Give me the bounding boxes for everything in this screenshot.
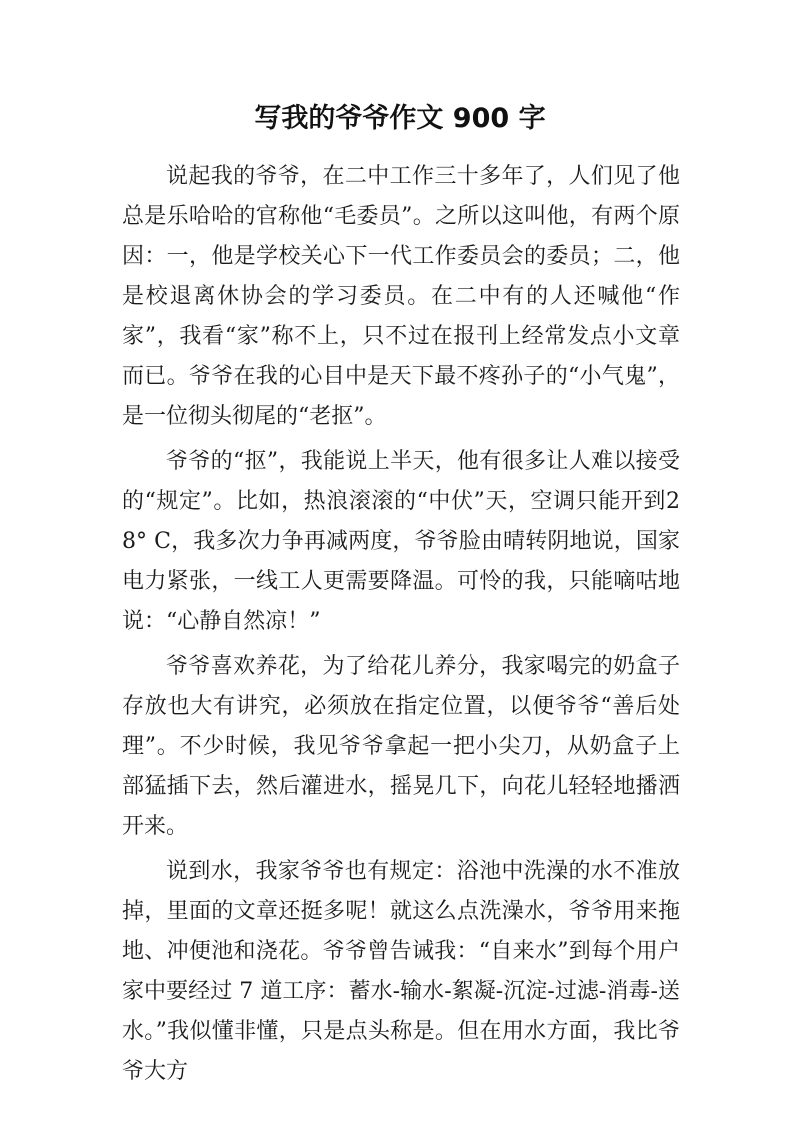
document-title: 写我的爷爷作文 900 字	[254, 103, 546, 134]
document-body	[122, 157, 680, 1097]
paragraph-1: 说起我的爷爷，在二中工作三十多年了，人们见了他总是乐哈哈的官称他“毛委员”。之所以这叫他，有两个原因：一，他是学校关心下一代工作委员会的委员；二，他是校退离休协会的学习委员。在二中有的人还喊他“作家”，我看“家”称不上，只不过在报刊上经常发点小文章而已。爷爷在我的心目中是天下最不疼孙子的“小气鬼”，是一位彻头彻尾的“老抠”。	[122, 164, 680, 429]
paragraph-3: 爷爷喜欢养花，为了给花儿养分，我家喝完的奶盒子存放也大有讲究，必须放在指定位置，以便爷爷“善后处理”。不少时候，我见爷爷拿起一把小尖刀，从奶盒子上部猛插下去，然后灌进水，摇晃几下，向花儿轻轻地播洒开来。	[122, 654, 680, 839]
paragraph-4: 说到水，我家爷爷也有规定：浴池中洗澡的水不准放掉，里面的文章还挺多呢！就这么点洗澡水，爷爷用来拖地、冲便池和浇花。爷爷曾告诫我：“自来水”到每个用户家中要经过 7 道工序：蓄水-输水-絮凝-沉淀-过滤-消毒-送水。”我似懂非懂，只是点头称是。但在用水方面，我比爷爷大方	[122, 859, 680, 1084]
paragraph-2: 爷爷的“抠”，我能说上半天，他有很多让人难以接受的“规定”。比如，热浪滚滚的“中伏”天，空调只能开到28° C，我多次力争再减两度，爷爷脸由晴转阴地说，国家电力紧张，一线工人更需要降温。可怜的我，只能嘀咕地说：“心静自然凉！”	[122, 449, 680, 634]
